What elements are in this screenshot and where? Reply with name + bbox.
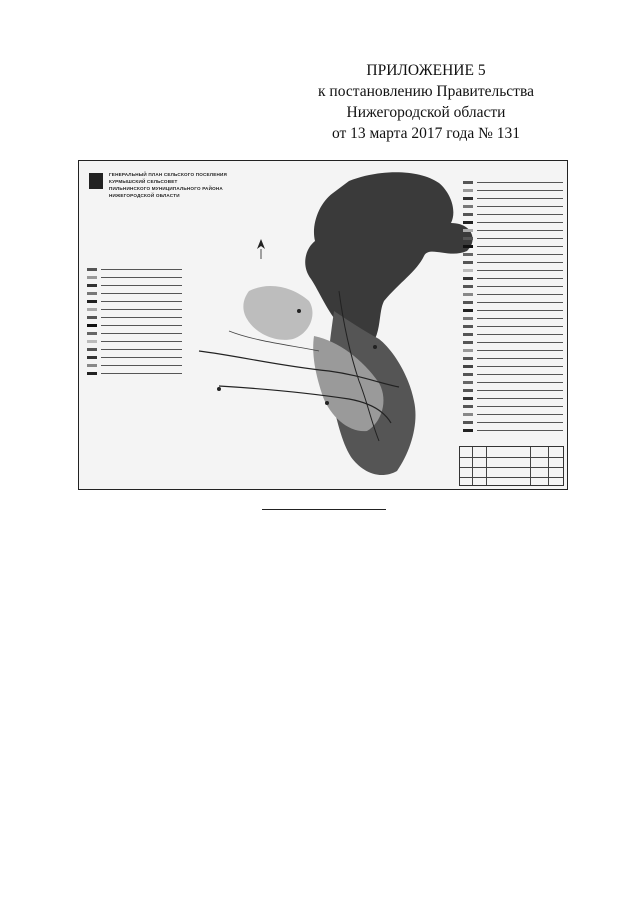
map-title-line: КУРМЫШСКИЙ СЕЛЬСОВЕТ: [109, 179, 178, 184]
settlement-zone: [243, 286, 312, 340]
resolution-date: от 13 марта 2017 года № 131: [331, 125, 521, 142]
map-title-line: НИЖЕГОРОДСКОЙ ОБЛАСТИ: [109, 193, 180, 198]
appendix-number: ПРИЛОЖЕНИЕ 5: [366, 62, 486, 79]
appendix-header: [296, 60, 556, 144]
region-name: Нижегородской области: [346, 104, 506, 121]
separator-line: [262, 509, 386, 510]
legend-left: [87, 266, 182, 378]
resolution-reference: к постановлению Правительства: [318, 83, 534, 100]
map-title-line: ПИЛЬНИНСКОГО МУНИЦИПАЛЬНОГО РАЙОНА: [109, 186, 223, 191]
title-stamp: [459, 446, 564, 486]
legend-right: [463, 179, 563, 435]
map-title: [109, 171, 284, 199]
general-plan-map: [78, 160, 568, 490]
plan-emblem: [89, 173, 103, 189]
map-title-line: ГЕНЕРАЛЬНЫЙ ПЛАН СЕЛЬСКОГО ПОСЕЛЕНИЯ: [109, 172, 227, 177]
north-arrow-icon: [257, 239, 265, 249]
forest-area: [305, 172, 472, 339]
